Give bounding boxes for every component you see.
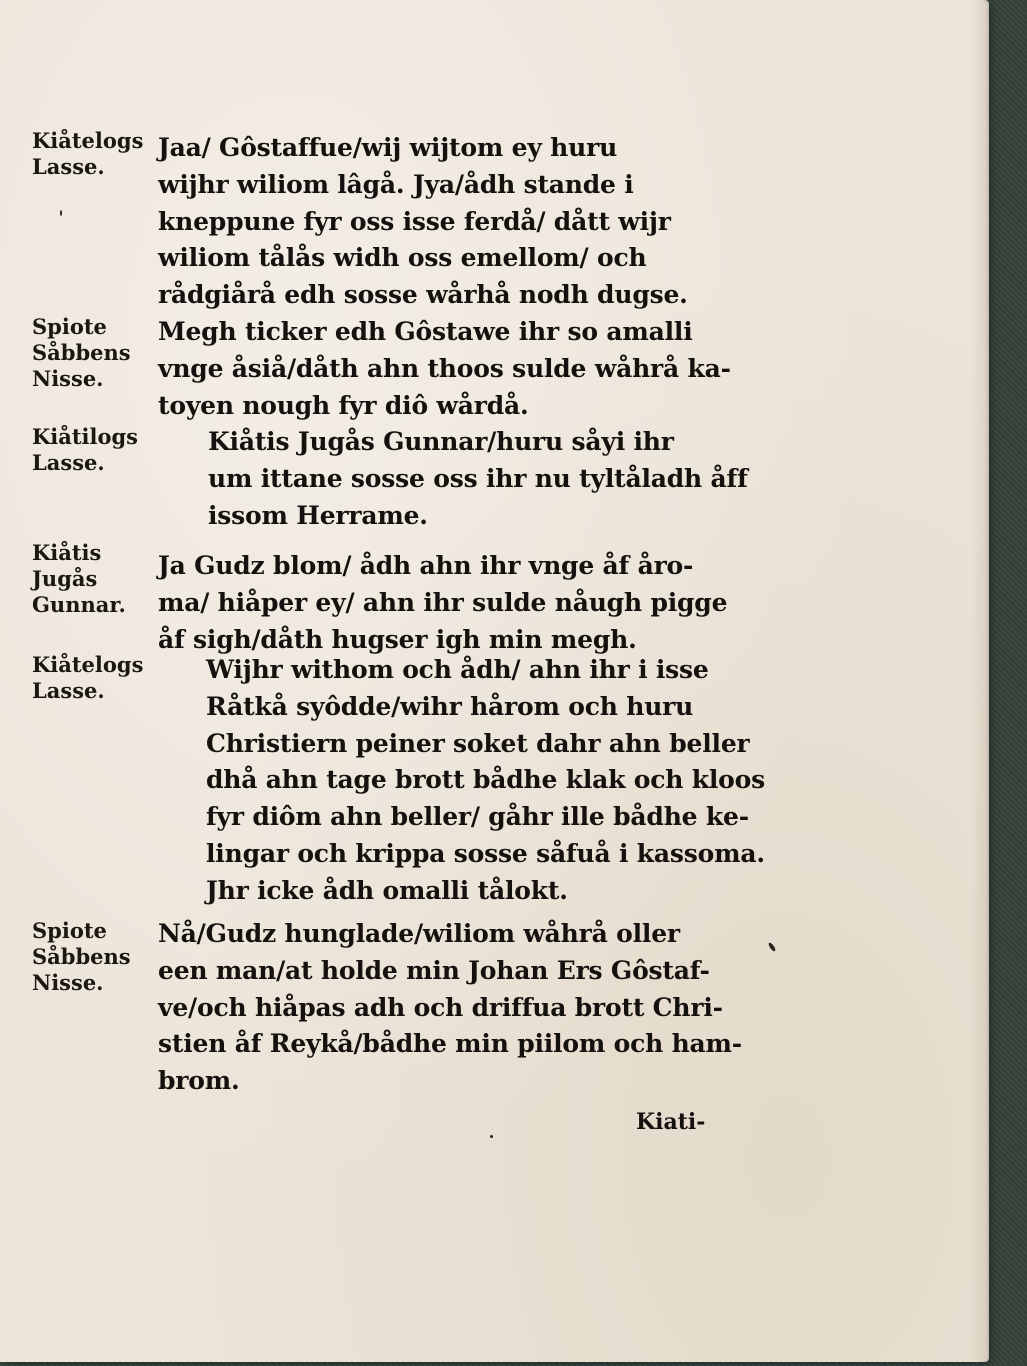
ink-speck — [490, 1135, 493, 1138]
catchword: Kiati- — [636, 1109, 706, 1135]
speech-text: Megh ticker edh Gôstawe ihr so amalli vnge åsiå/dåth ahn thoos sulde wåhrå ka- toyen nough fyr diô wårdå. — [158, 317, 731, 420]
speech-text: Wijhr withom och ådh/ ahn ihr i isse Råtkå syôdde/wihr hårom och huru Christiern peiner soket dahr ahn beller dhå ahn tage brott bådhe klak och kloos fyr diôm ahn beller/ gåhr ille bådhe ke- lingar och krippa sosse såfuå i kassoma. Jhr icke ådh omalli tålokt. — [206, 655, 765, 905]
speaker-label: Kiåtis Jugås Gunnar. — [32, 540, 126, 617]
speech-text: Ja Gudz blom/ ådh ahn ihr vnge åf åro- ma/ hiåper ey/ ahn ihr sulde nåugh pigge åf sigh/dåth hugser igh min megh. — [158, 551, 728, 654]
speech-text: Kiåtis Jugås Gunnar/huru såyi ihr um ittane sosse oss ihr nu tyltåladh åff issom Herrame. — [208, 427, 748, 530]
speech-text: Jaa/ Gôstaffue/wij wijtom ey huru wijhr wiliom lâgå. Jya/ådh stande i kneppune fyr oss isse ferdå/ dått wijr wiliom tålås widh oss emellom/ och rådgiårå edh sosse wårhå nodh dugse. — [158, 133, 688, 310]
speaker-label: Kiåtelogs Lasse. — [32, 652, 144, 703]
speaker-label: Spiote Såbbens Nisse. — [32, 918, 131, 995]
speech-text: Nå/Gudz hunglade/wiliom wåhrå oller een man/at holde min Johan Ers Gôstaf- ve/och hiåpas adh och driffua brott Chri- stien åf Reykå/bådhe min piilom och ham- brom. — [158, 919, 742, 1096]
speaker-label: Kiåtelogs Lasse. — [32, 128, 144, 179]
ink-speck — [767, 942, 776, 952]
speaker-label: Spiote Såbbens Nisse. — [32, 314, 131, 391]
page-edge-shadow — [971, 0, 985, 1362]
speaker-label: Kiåtilogs Lasse. — [32, 424, 139, 475]
ink-speck — [60, 210, 62, 216]
